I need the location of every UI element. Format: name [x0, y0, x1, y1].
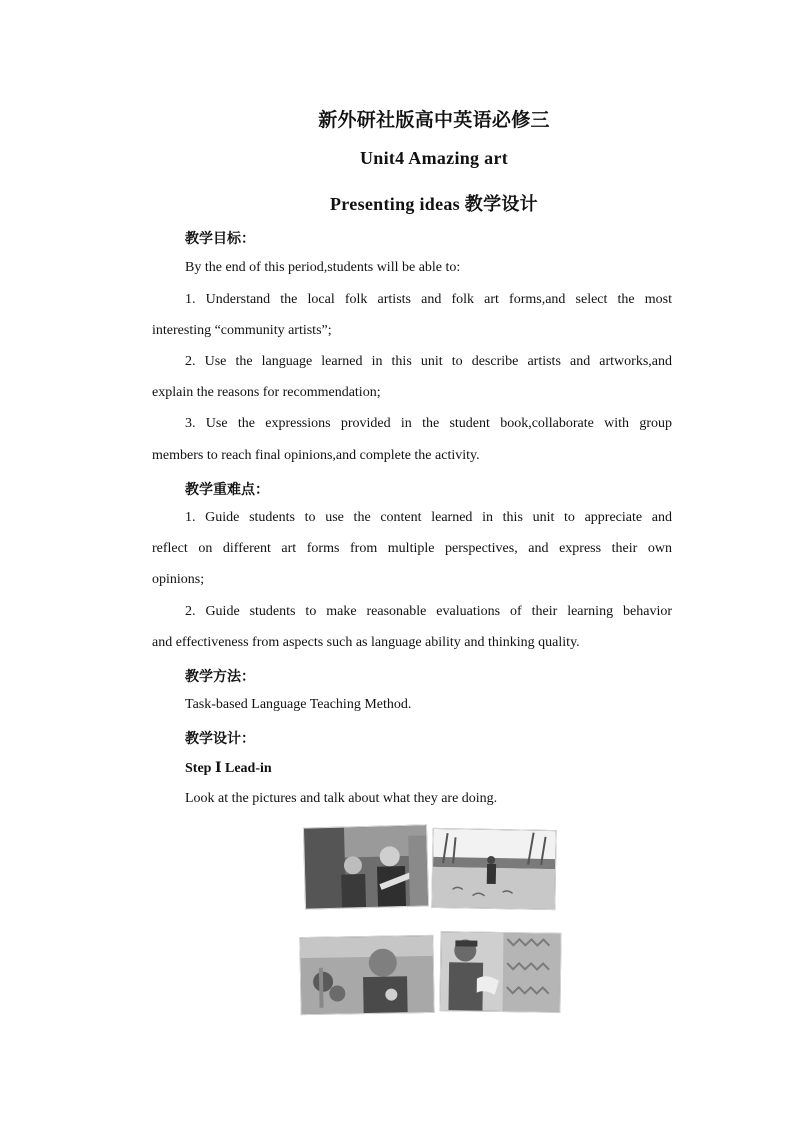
page-title-unit: Unit4 Amazing art [359, 148, 509, 168]
photo-ground-calligraphy [431, 828, 556, 910]
photo-papercut-artist [439, 931, 561, 1013]
step-1-heading: Step Ⅰ Lead-in [185, 761, 272, 776]
key-point-1-line-3: opinions; [152, 572, 205, 587]
objective-1-line-2: interesting “community artists”; [152, 323, 332, 338]
photo-street-musicians [303, 824, 429, 909]
step-1-instruction: Look at the pictures and talk about what they are doing. [185, 791, 498, 806]
page-title-chinese: 新外研社版高中英语必修三 [318, 110, 550, 131]
objective-2-line-2: explain the reasons for recommendation; [152, 385, 381, 400]
key-points-heading: 教学重难点： [185, 483, 269, 498]
key-point-1-line-1: 1. Guide students to use the content learned in this unit to appreciate and [185, 510, 672, 525]
design-heading: 教学设计： [185, 732, 255, 747]
objectives-heading: 教学目标： [185, 232, 255, 247]
key-point-2-line-2: and effectiveness from aspects such as language ability and thinking quality. [152, 635, 580, 650]
objective-1-line-1: 1. Understand the local folk artists and folk art forms,and select the most [185, 292, 672, 307]
objective-3-line-2: members to reach final opinions,and complete the activity. [152, 448, 480, 463]
objective-3-line-1: 3. Use the expressions provided in the student book,collaborate with group [185, 416, 672, 431]
key-point-1-line-2: reflect on different art forms from multiple perspectives, and express their own [152, 541, 672, 556]
methods-text: Task-based Language Teaching Method. [185, 697, 412, 712]
objectives-intro: By the end of this period,students will be able to: [185, 260, 461, 275]
page-title-lesson: Presenting ideas 教学设计 [330, 194, 538, 214]
photo-sugar-figure-craftsman [299, 935, 434, 1015]
objective-2-line-1: 2. Use the language learned in this unit to describe artists and artworks,and [185, 354, 672, 369]
key-point-2-line-1: 2. Guide students to make reasonable evaluations of their learning behavior [185, 604, 672, 619]
methods-heading: 教学方法： [185, 670, 255, 685]
